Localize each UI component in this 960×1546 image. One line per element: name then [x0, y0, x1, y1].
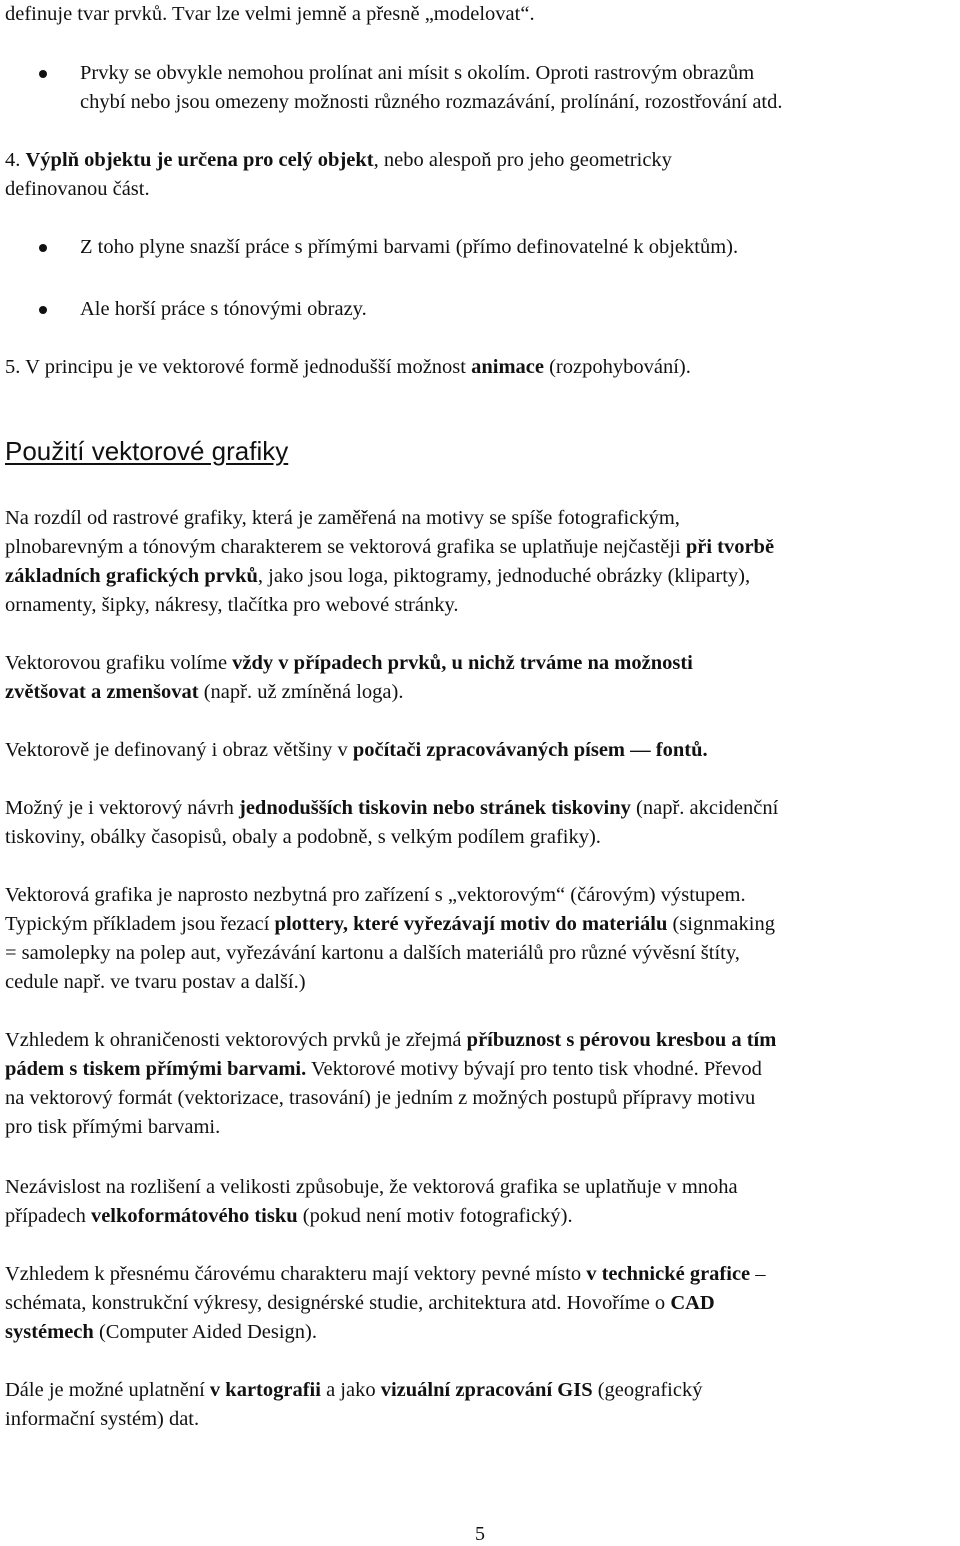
- paragraph-9-line-1: [5, 1376, 702, 1405]
- section-heading: Použití vektorové grafiky: [5, 436, 289, 466]
- paragraph-7-line-1: [5, 1173, 738, 1202]
- paragraph-1-line-2: [5, 533, 774, 562]
- text-span: Na rozdíl od rastrové grafiky, která je zaměřená na motivy se spíše fotografickým,: [5, 507, 680, 529]
- text-span: Vzhledem k ohraničenosti vektorových prvků je zřejmá: [5, 1029, 467, 1051]
- paragraph-5-line-4: [5, 968, 306, 997]
- text-span: (signmaking: [667, 913, 775, 935]
- bullet-line-1a: [80, 59, 754, 88]
- text-span: (Computer Aided Design).: [93, 1321, 318, 1343]
- bullet-icon: [39, 70, 47, 78]
- text-span: tiskoviny, obálky časopisů, obaly a podobně, s velkým podílem grafiky).: [5, 826, 601, 848]
- text-span: (geografický: [592, 1379, 703, 1401]
- text-span: pro tisk přímými barvami.: [5, 1116, 221, 1138]
- bullet-icon: [39, 244, 47, 252]
- bold-span: Výplň objektu je určena pro celý objekt: [25, 149, 374, 171]
- bold-span: animace: [471, 356, 544, 378]
- paragraph-7-line-2: [5, 1202, 573, 1231]
- text-span: informační systém) dat.: [5, 1408, 200, 1430]
- text-span: Vektorovou grafiku volíme: [5, 652, 233, 674]
- bold-span: základních grafických prvků: [5, 565, 258, 587]
- text-span: chybí nebo jsou omezeny možnosti různého rozmazávání, prolínání, rozostřování atd.: [80, 91, 783, 113]
- list-item-4: [5, 146, 672, 175]
- text-span: na vektorový formát (vektorizace, trasování) je jedním z možných postupů přípravy motivu: [5, 1087, 756, 1109]
- text-span: Dále je možné uplatnění: [5, 1379, 210, 1401]
- paragraph-5-line-2: [5, 910, 775, 939]
- text-span: Ale horší práce s tónovými obrazy.: [80, 298, 367, 320]
- paragraph-8-line-2: [5, 1289, 715, 1318]
- text-span: (např. už zmíněná loga).: [198, 681, 404, 703]
- text-span: Vektorové motivy bývají pro tento tisk vhodné. Převod: [306, 1058, 762, 1080]
- page-number: 5: [475, 1523, 485, 1545]
- paragraph-1-line-4: [5, 591, 459, 620]
- paragraph-4-line-2: [5, 823, 601, 852]
- text-span: Možný je i vektorový návrh: [5, 797, 239, 819]
- paragraph-6-line-2: [5, 1055, 762, 1084]
- text-span: Prvky se obvykle nemohou prolínat ani mísit s okolím. Oproti rastrovým obrazům: [80, 62, 755, 84]
- paragraph-1-line-3: [5, 562, 750, 591]
- text-span: a jako: [320, 1379, 381, 1401]
- list-item-5: [5, 353, 691, 382]
- text-span: Vektorově je definovaný i obraz většiny v: [5, 739, 353, 761]
- bold-span: příbuznost s pérovou kresbou a tím: [466, 1029, 777, 1051]
- text-span: = samolepky na polep aut, vyřezávání kartonu a dalších materiálů pro různé vývěsní štíty,: [5, 942, 740, 964]
- list-item-4-cont: [5, 175, 150, 204]
- text-span: (rozpohybování).: [543, 356, 691, 378]
- paragraph-4-line-1: [5, 794, 778, 823]
- paragraph-5-line-1: [5, 881, 746, 910]
- text-line-top: [5, 0, 535, 29]
- bold-span: pádem s tiskem přímými barvami.: [5, 1058, 307, 1080]
- paragraph-6-line-4: [5, 1113, 220, 1142]
- text-span: definuje tvar prvků. Tvar lze velmi jemně a přesně „modelovat“.: [5, 3, 535, 25]
- bold-span: zvětšovat a zmenšovat: [5, 681, 199, 703]
- text-span: Nezávislost na rozlišení a velikosti způsobuje, že vektorová grafika se uplatňuje v mnoha: [5, 1176, 738, 1198]
- bold-span: počítači zpracovávaných písem — fontů.: [352, 739, 708, 761]
- text-span: 4.: [5, 149, 26, 171]
- text-span: Vektorová grafika je naprosto nezbytná pro zařízení s „vektorovým“ (čárovým) výstupem.: [5, 884, 746, 906]
- bold-span: vizuální zpracování GIS: [380, 1379, 593, 1401]
- bold-span: jednodušších tiskovin nebo stránek tiskoviny: [239, 797, 631, 819]
- bullet-line-2: [80, 233, 738, 262]
- text-span: schémata, konstrukční výkresy, designérské studie, architektura atd. Hovoříme o: [5, 1292, 671, 1314]
- paragraph-8-line-1: [5, 1260, 766, 1289]
- bold-span: systémech: [5, 1321, 94, 1343]
- paragraph-6-line-1: [5, 1026, 776, 1055]
- text-span: (např. akcidenční: [630, 797, 779, 819]
- bold-span: při tvorbě: [685, 536, 775, 558]
- bold-span: plottery, které vyřezávají motiv do materiálu: [274, 913, 668, 935]
- bullet-icon: [39, 306, 47, 314]
- text-span: ornamenty, šipky, nákresy, tlačítka pro webové stránky.: [5, 594, 459, 616]
- text-span: plnobarevným a tónovým charakterem se vektorová grafika se uplatňuje nejčastěji: [5, 536, 686, 558]
- bullet-line-3: [80, 295, 367, 324]
- text-span: případech: [5, 1205, 91, 1227]
- text-span: cedule např. ve tvaru postav a další.): [5, 971, 306, 993]
- bold-span: v technické grafice: [586, 1263, 751, 1285]
- text-span: , nebo alespoň pro jeho geometricky: [373, 149, 672, 171]
- bold-span: CAD: [670, 1292, 715, 1314]
- paragraph-5-line-3: [5, 939, 740, 968]
- paragraph-8-line-3: [5, 1318, 317, 1347]
- paragraph-2-line-2: [5, 678, 403, 707]
- text-span: Vzhledem k přesnému čárovému charakteru mají vektory pevné místo: [5, 1263, 587, 1285]
- paragraph-1-line-1: [5, 504, 680, 533]
- text-span: definovanou část.: [5, 178, 150, 200]
- paragraph-3: [5, 736, 708, 765]
- text-span: (pokud není motiv fotografický).: [297, 1205, 573, 1227]
- text-span: –: [750, 1263, 766, 1285]
- paragraph-9-line-2: [5, 1405, 199, 1434]
- text-span: 5. V principu je ve vektorové formě jednodušší možnost: [5, 356, 472, 378]
- text-span: Z toho plyne snazší práce s přímými barvami (přímo definovatelné k objektům).: [80, 236, 739, 258]
- bold-span: velkoformátového tisku: [90, 1205, 298, 1227]
- bold-span: v kartografii: [209, 1379, 321, 1401]
- paragraph-6-line-3: [5, 1084, 755, 1113]
- text-span: , jako jsou loga, piktogramy, jednoduché obrázky (kliparty),: [257, 565, 751, 587]
- text-span: Typickým příkladem jsou řezací: [5, 913, 275, 935]
- bullet-line-1b: [80, 88, 783, 117]
- paragraph-2-line-1: [5, 649, 693, 678]
- bold-span: vždy v případech prvků, u nichž trváme na možnosti: [232, 652, 693, 674]
